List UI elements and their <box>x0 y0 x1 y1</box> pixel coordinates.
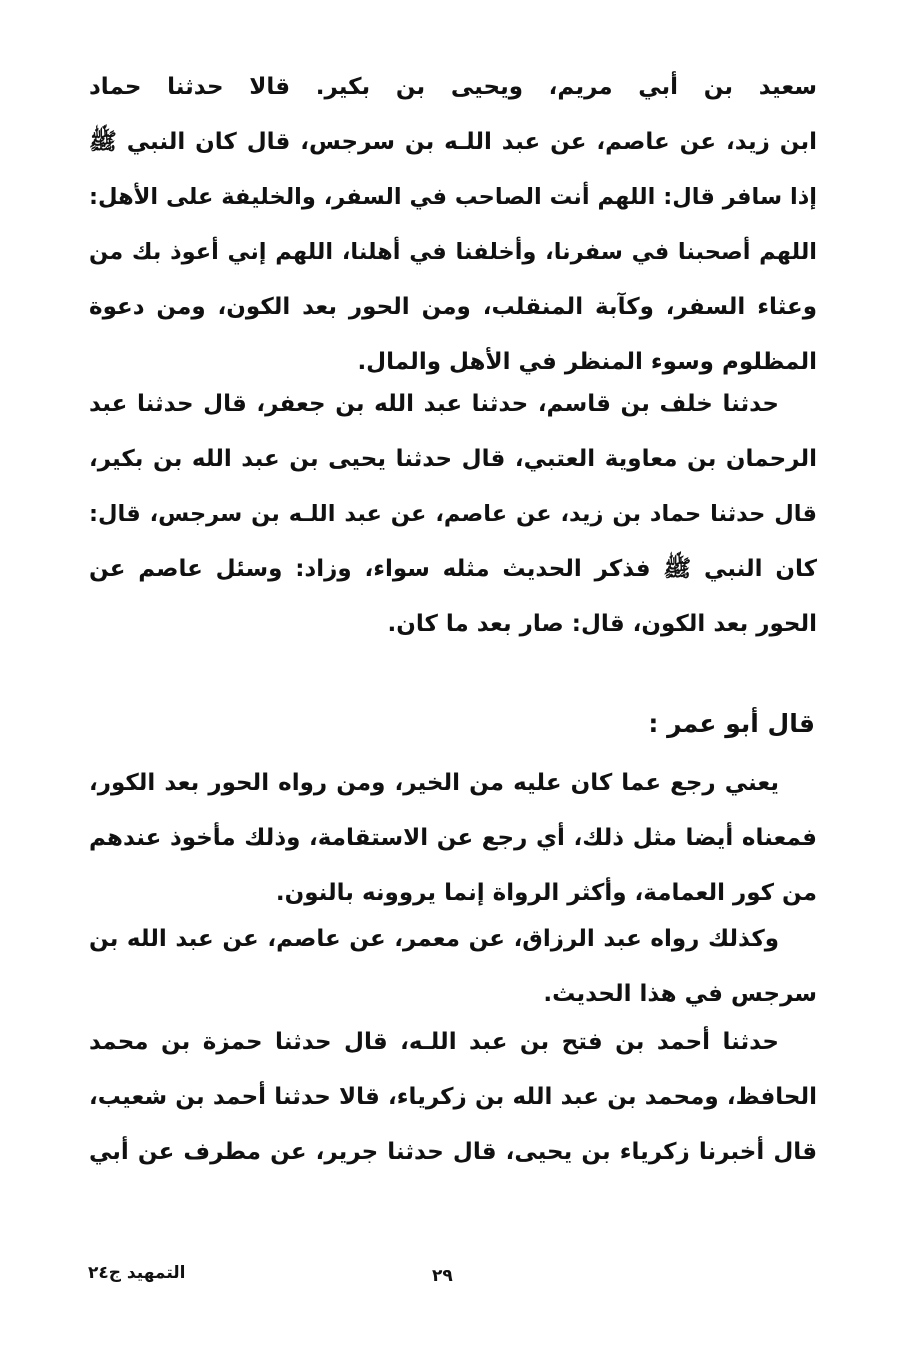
text-line: الحافظ، ومحمد بن عبد الله بن زكرياء، قالا حدثنا أحمد بن شعيب، <box>89 1084 817 1110</box>
text-line: سرجس في هذا الحديث. <box>543 981 817 1007</box>
text-line: قال حدثنا حماد بن زيد، عن عاصم، عن عبد اللـه بن سرجس، قال: <box>89 501 817 527</box>
text-line: الرحمان بن معاوية العتبي، قال حدثنا يحيى بن عبد الله بن بكير، <box>89 446 817 472</box>
page-number: ٢٩ <box>432 1266 453 1286</box>
text-line: سعيد بن أبي مريم، ويحيى بن بكير. قالا حدثنا حماد <box>89 74 817 100</box>
text-line: اللهم أصحبنا في سفرنا، وأخلفنا في أهلنا، اللهم إني أعوذ بك من <box>89 239 817 265</box>
paragraph-1 <box>89 60 817 390</box>
text-line: قال أخبرنا زكرياء بن يحيى، قال حدثنا جرير، عن مطرف عن أبي <box>89 1139 817 1165</box>
text-line: وعثاء السفر، وكآبة المنقلب، ومن الحور بعد الكون، ومن دعوة <box>89 294 817 320</box>
paragraph-4 <box>89 912 817 1022</box>
text-line: المظلوم وسوء المنظر في الأهل والمال. <box>357 349 817 375</box>
text-line: كان النبي ﷺ فذكر الحديث مثله سواء، وزاد: وسئل عاصم عن <box>89 556 817 582</box>
text-line: فمعناه أيضا مثل ذلك، أي رجع عن الاستقامة، وذلك مأخوذ عندهم <box>89 825 817 851</box>
text-line: إذا سافر قال: اللهم أنت الصاحب في السفر، والخليفة على الأهل: <box>89 184 817 210</box>
paragraph-2 <box>89 377 817 652</box>
text-line: من كور العمامة، وأكثر الرواة إنما يروونه بالنون. <box>275 880 817 906</box>
section-heading: قال أبو عمر : <box>648 709 815 738</box>
footer-book-title: التمهيد ج٢٤ <box>88 1263 186 1283</box>
text-line: ابن زيد، عن عاصم، عن عبد اللـه بن سرجس، قال كان النبي ﷺ <box>89 129 817 155</box>
paragraph-3 <box>89 756 817 921</box>
text-line: حدثنا أحمد بن فتح بن عبد اللـه، قال حدثنا حمزة بن محمد <box>89 1029 779 1055</box>
text-line: وكذلك رواه عبد الرزاق، عن معمر، عن عاصم، عن عبد الله بن <box>89 926 779 952</box>
paragraph-5 <box>89 1015 817 1180</box>
text-line: يعني رجع عما كان عليه من الخير، ومن رواه الحور بعد الكور، <box>89 770 779 796</box>
text-line: الحور بعد الكون، قال: صار بعد ما كان. <box>387 611 817 637</box>
text-line: حدثنا خلف بن قاسم، حدثنا عبد الله بن جعفر، قال حدثنا عبد <box>89 391 779 417</box>
